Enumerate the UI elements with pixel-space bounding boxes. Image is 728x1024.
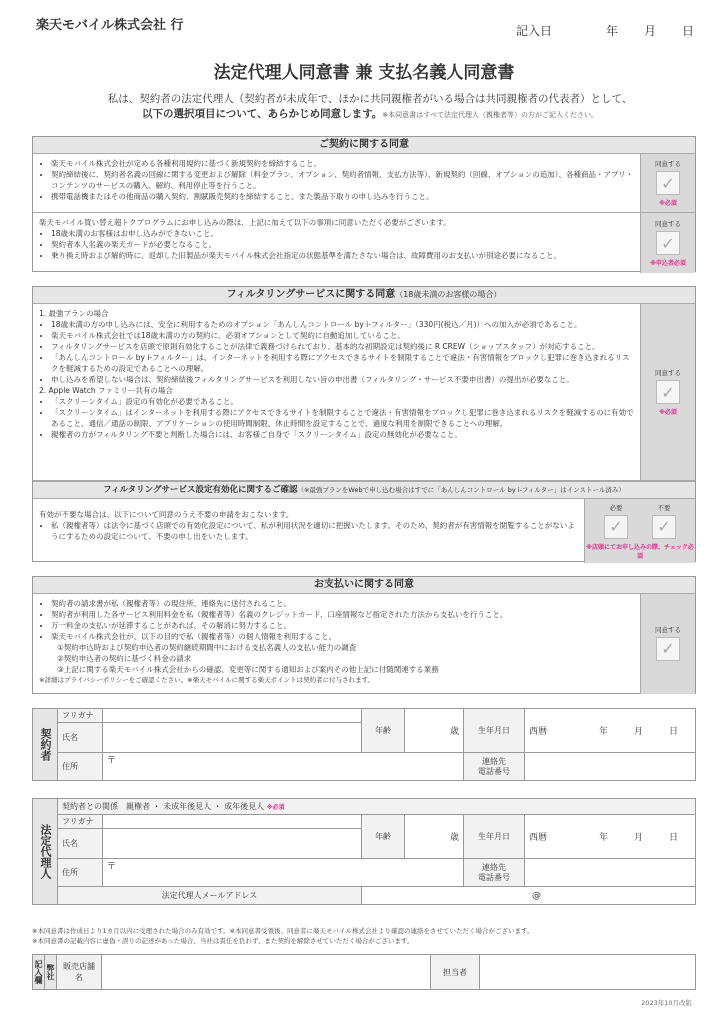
address-field[interactable] [103, 859, 464, 887]
contact-label: 連絡先 [482, 756, 506, 766]
day-label: 日 [669, 727, 679, 737]
lead-text: 楽天モバイル買い替え超トクプログラムにお申し込みの際は、上記に加えて以下の事項に同意いただく必要がございます。 [39, 218, 451, 227]
intro [40, 92, 700, 123]
agree-checkbox[interactable]: ✓ [656, 380, 680, 404]
list-item: • 18歳未満のお客様はお申し込みができないこと。 [51, 228, 634, 239]
filtering-section [32, 286, 696, 562]
section-head-note: （18歳未満のお客様の場合） [395, 290, 502, 299]
age-field[interactable] [405, 815, 464, 859]
shop-box [32, 954, 696, 990]
list-item: • 楽天モバイル株式会社が定める各種利用規約に基づく新規契約を締結すること。 [51, 158, 634, 169]
required-note: ※必須 [659, 200, 677, 207]
month-label: 月 [644, 24, 657, 38]
section-head-note: （※最強プランをWebで申し込む場合はすでに「あんしんコントロール by i-フィルター」はインストール済み） [297, 486, 625, 494]
need-checkbox[interactable]: ✓ [604, 515, 628, 539]
contact-label: 連絡先 [482, 862, 506, 872]
postal-mark: 〒 [107, 756, 117, 766]
date-label: 記入日 [516, 24, 553, 38]
shop-label: 販売店舗名 [57, 955, 102, 990]
phone-label: 電話番号 [478, 766, 510, 776]
seireki-label: 西暦 [529, 727, 548, 737]
agree-label: 同意する [655, 160, 681, 168]
list-item: • 万一料金の支払いが延滞することがあれば、その解消に努力すること。 [51, 620, 634, 631]
agree-checkbox[interactable]: ✓ [656, 231, 680, 255]
month-label: 月 [634, 833, 644, 843]
list-item: • 私（親権者等）は法令に基づく店頭での有効化設定について、私が利用状況を適切に把握いたします。そのため、契約者が有害情報を閲覧することがないようにするための設定について、不要の申し出をいたします。 [51, 520, 578, 542]
month-label: 月 [634, 727, 644, 737]
staff-label: 担当者 [431, 955, 480, 990]
noneed-checkbox[interactable]: ✓ [652, 515, 676, 539]
furigana-label: フリガナ [58, 815, 103, 829]
sai-label: 歳 [449, 833, 459, 843]
payment-section [32, 576, 696, 694]
page-title: 法定代理人同意書 兼 支払名義人同意書 [213, 63, 515, 83]
side-label: 契約者 [33, 709, 58, 781]
list-item: • 「スクリーンタイム」設定の有効化が必要であること。 [51, 396, 634, 407]
note-line: ※本同意書は作成日より1カ月以内に受理された場合のみ有効です。※本同意書受領後、同意者に楽天モバイル株式会社より確認の連絡をさせていただく場合がございます。 [32, 927, 534, 935]
email-field[interactable] [362, 887, 696, 905]
address-label: 住所 [58, 753, 103, 781]
intro-line2: 以下の選択項目について、あらかじめ同意します。 [142, 108, 383, 120]
name-field[interactable] [103, 723, 362, 753]
contract-consent-section [32, 136, 696, 272]
day-label: 日 [669, 833, 679, 843]
list-item: • 契約者本人名義の楽天カードが必要となること。 [51, 239, 634, 250]
furigana-field[interactable] [103, 709, 362, 723]
note-line: ※本同意書の記載内容に虚偽・誤りの記述があった場合、当社は責任を負わず、また契約を解除させていただく場合がございます。 [32, 937, 414, 945]
date-line [516, 22, 694, 39]
agree-checkbox[interactable]: ✓ [656, 171, 680, 195]
representative-form [32, 798, 696, 905]
list-item: • 契約者が利用した各サービス利用料金を私（親権者等）名義のクレジットカード、口座情報など指定された方法から支払いを行うこと。 [51, 609, 634, 620]
birth-label: 生年月日 [464, 709, 525, 753]
email-label: 法定代理人メールアドレス [58, 887, 362, 905]
year-label: 年 [606, 24, 619, 38]
list-item: • 契約締結後に、契約者名義の回線に関する変更および解除（料金プラン、オプション、契約者情報、支払方法等）、新規契約（回線、オプションの追加）、各種商品・アプリ・コンテンツのサービスの購入、解約、利用停止等を行うこと。 [51, 169, 634, 191]
intro-note: ※本同意書はすべて法定代理人（親権者等）の方がご記入ください。 [382, 111, 598, 119]
list-item: • 「スクリーンタイム」はインターネットを利用する際にアクセスできるサイトを制限することで違法・有害情報をブロックし犯罪に巻き込まれるリスクを軽減するのに有効であること、通信／通話の制限、アプリケーションの使用時間制限、休止時間を設定することで、過度な利用を制限できることへの理解。 [51, 407, 634, 429]
agree-checkbox[interactable]: ✓ [656, 637, 680, 661]
birth-field[interactable] [525, 815, 696, 859]
at-mark: @ [532, 890, 541, 901]
agree-label: 同意する [655, 625, 681, 634]
list-item: • 乗り換え時および解約時に、返却した旧製品が楽天モバイル株式会社指定の状態基準を満たさない場合は、故障費用のお支払いが別途必要になること。 [51, 250, 634, 261]
age-label: 年齢 [362, 815, 405, 859]
plan-heading: 1. 最強プランの場合 [39, 309, 109, 318]
plan-heading: 2. Apple Watch ファミリー共有の場合 [39, 386, 173, 395]
agree-label: 同意する [655, 220, 681, 228]
sub-item: ③上記に関する楽天モバイル株式会社からの確認、変更等に関する通知および案内その他上記に付随関連する業務 [57, 665, 439, 674]
agree-label: 同意する [655, 369, 681, 377]
name-field[interactable] [103, 829, 362, 859]
furigana-label: フリガナ [58, 709, 103, 723]
side-label: 記入欄 [33, 955, 45, 990]
age-field[interactable] [405, 709, 464, 753]
phone-label: 電話番号 [478, 872, 510, 882]
required-note: ※必須 [659, 409, 677, 416]
year-label: 年 [599, 727, 609, 737]
furigana-field[interactable] [103, 815, 362, 829]
section-head: ご契約に関する同意 [33, 137, 695, 154]
side-label-2: 弊社 [45, 955, 57, 990]
payment-note: ※詳細はプライバシーポリシーをご確認ください。※楽天モバイルに関する楽天ポイントは契約者に付与されます。 [39, 676, 375, 684]
addressee: 楽天モバイル株式会社 行 [36, 18, 184, 33]
seireki-label: 西暦 [529, 833, 548, 843]
sub-item: ②契約申込者の契約に基づく料金の請求 [57, 654, 192, 663]
phone-field[interactable] [525, 859, 696, 887]
list-item: • 楽天モバイル株式会社では18歳未満の方の契約に、必須オプションとして契約に自動追加していること。 [51, 330, 634, 341]
section-head: フィルタリングサービス設定有効化に関するご確認 [103, 485, 298, 495]
birth-field[interactable] [525, 709, 696, 753]
sai-label: 歳 [449, 727, 459, 737]
phone-field[interactable] [525, 753, 696, 781]
side-label: 法定代理人 [33, 799, 58, 905]
day-label: 日 [682, 24, 695, 38]
section-head: フィルタリングサービスに関する同意 [226, 289, 396, 300]
name-label: 氏名 [58, 829, 103, 859]
intro-line1: 私は、契約者の法定代理人（契約者が未成年で、ほかに共同親権者がいる場合は共同親権者の代表者）として、 [107, 93, 633, 105]
revision: 2023年10月改版 [641, 999, 692, 1007]
required-note: ※必須 [266, 804, 285, 811]
age-label: 年齢 [362, 709, 405, 753]
year-label: 年 [599, 833, 609, 843]
list-item: • 楽天モバイル株式会社が、以下の目的で私（親権者等）の個人情報を利用すること。 [51, 631, 634, 642]
list-item: • 親権者の方がフィルタリング不要と判断した場合には、お客様ご自身で「スクリーンタイム」設定の無効化が必要なこと。 [51, 429, 634, 440]
noneed-label: 不要 [657, 503, 671, 512]
required-note: ※申込者必須 [650, 260, 686, 267]
list-item: • 契約者の請求書が私（親権者等）の現住所、連絡先に送付されること。 [51, 598, 634, 609]
section-head: お支払いに関する同意 [33, 577, 695, 594]
birth-label: 生年月日 [464, 815, 525, 859]
lead-text: 有効が不要な場合は、以下について同意のうえ不要の申請をおこないます。 [39, 510, 294, 519]
postal-mark: 〒 [107, 862, 117, 872]
name-label: 氏名 [58, 723, 103, 753]
address-field[interactable] [103, 753, 464, 781]
list-item: • 18歳未満の方の申し込みには、安全に利用するためのオプション「あんしんコントロール by i-フィルター」（330円(税込／月)）への加入が必須であること。 [51, 319, 634, 330]
need-label: 必要 [609, 503, 623, 512]
notes [32, 926, 712, 946]
sub-item: ①契約申込時および契約申込者の契約継続期間中における支払名義人の支払い能力の調査 [57, 643, 357, 652]
required-note: ※店頭にてお申し込みの際、チェック必須 [586, 543, 694, 560]
list-item: • 「あんしんコントロール by i-フィルター」は、インターネットを利用する際にアクセスできるサイトを制限することで違法・有害情報をブロックし犯罪に巻き込まれるリスクを軽減するための設定であることへの理解。 [51, 352, 634, 374]
list-item: • 申し込みを希望しない場合は、契約締結後フィルタリングサービスを利用しない旨の申出書（フィルタリング・サービス不要申出書）の提出が必要なこと。 [51, 374, 634, 385]
staff-field[interactable] [480, 955, 696, 990]
relation-options: 親権者 ・ 未成年後見人 ・ 成年後見人 [126, 802, 265, 811]
relation-label: 契約者との関係 [62, 802, 118, 811]
shop-field[interactable] [102, 955, 431, 990]
list-item: • 携帯電話機またはその他商品の購入契約、割賦販売契約を締結すること。また製品下取りの申し込みを行うこと。 [51, 191, 634, 202]
address-label: 住所 [58, 859, 103, 887]
contractor-form [32, 708, 696, 781]
list-item: • フィルタリングサービスを店頭で原則有効化することが法律で義務づけられており、基本的な初期設定は契約後に R CREW（ショップスタッフ）が対応すること。 [51, 341, 634, 352]
